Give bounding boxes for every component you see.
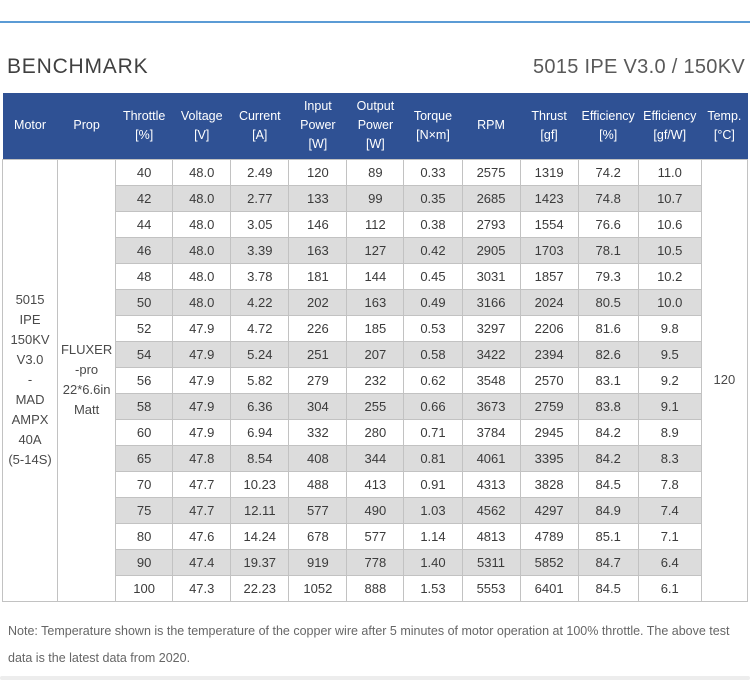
column-header: Motor [3, 93, 58, 159]
data-cell: 1857 [520, 263, 578, 289]
data-cell: 14.24 [231, 523, 289, 549]
data-cell: 6.94 [231, 419, 289, 445]
data-cell: 3031 [462, 263, 520, 289]
data-cell: 1319 [520, 159, 578, 185]
column-header: Efficiency [gf/W] [638, 93, 701, 159]
data-cell: 47.9 [173, 367, 231, 393]
data-cell: 1.40 [404, 549, 462, 575]
data-cell: 10.0 [638, 289, 701, 315]
data-cell: 48.0 [173, 211, 231, 237]
data-cell: 76.6 [578, 211, 638, 237]
data-cell: 9.8 [638, 315, 701, 341]
column-header: Prop [58, 93, 116, 159]
data-cell: 99 [347, 185, 404, 211]
data-cell: 19.37 [231, 549, 289, 575]
data-cell: 490 [347, 497, 404, 523]
data-cell: 9.5 [638, 341, 701, 367]
data-cell: 47.9 [173, 341, 231, 367]
data-cell: 84.9 [578, 497, 638, 523]
column-header: Output Power [W] [347, 93, 404, 159]
data-cell: 84.2 [578, 445, 638, 471]
data-cell: 2793 [462, 211, 520, 237]
data-cell: 75 [116, 497, 173, 523]
data-cell: 47.9 [173, 419, 231, 445]
data-cell: 778 [347, 549, 404, 575]
data-cell: 0.71 [404, 419, 462, 445]
data-cell: 79.3 [578, 263, 638, 289]
page-title: BENCHMARK [7, 55, 149, 78]
data-cell: 47.9 [173, 393, 231, 419]
data-cell: 2394 [520, 341, 578, 367]
data-cell: 163 [347, 289, 404, 315]
data-cell: 0.45 [404, 263, 462, 289]
data-cell: 74.2 [578, 159, 638, 185]
data-cell: 332 [289, 419, 347, 445]
data-cell: 52 [116, 315, 173, 341]
data-cell: 4297 [520, 497, 578, 523]
data-cell: 127 [347, 237, 404, 263]
column-header: RPM [462, 93, 520, 159]
data-cell: 3422 [462, 341, 520, 367]
data-cell: 133 [289, 185, 347, 211]
data-cell: 146 [289, 211, 347, 237]
data-cell: 255 [347, 393, 404, 419]
data-cell: 47.9 [173, 315, 231, 341]
data-cell: 185 [347, 315, 404, 341]
column-header: Throttle [%] [116, 93, 173, 159]
data-cell: 3828 [520, 471, 578, 497]
data-cell: 678 [289, 523, 347, 549]
data-cell: 2905 [462, 237, 520, 263]
column-header: Input Power [W] [289, 93, 347, 159]
data-cell: 0.58 [404, 341, 462, 367]
data-cell: 1.14 [404, 523, 462, 549]
data-cell: 202 [289, 289, 347, 315]
data-cell: 65 [116, 445, 173, 471]
data-cell: 82.6 [578, 341, 638, 367]
data-cell: 47.6 [173, 523, 231, 549]
data-cell: 4061 [462, 445, 520, 471]
data-cell: 3673 [462, 393, 520, 419]
data-cell: 80.5 [578, 289, 638, 315]
data-cell: 0.66 [404, 393, 462, 419]
footnote: Note: Temperature shown is the temperature of the copper wire after 5 minutes of motor operation at 100% throttle. The above test data is the latest data from 2020. [8, 624, 730, 665]
data-cell: 10.5 [638, 237, 701, 263]
data-cell: 84.7 [578, 549, 638, 575]
data-cell: 58 [116, 393, 173, 419]
data-cell: 48 [116, 263, 173, 289]
data-cell: 304 [289, 393, 347, 419]
data-cell: 12.11 [231, 497, 289, 523]
data-cell: 90 [116, 549, 173, 575]
data-cell: 0.49 [404, 289, 462, 315]
data-cell: 84.5 [578, 471, 638, 497]
data-cell: 5.82 [231, 367, 289, 393]
data-cell: 0.53 [404, 315, 462, 341]
data-cell: 6.36 [231, 393, 289, 419]
data-cell: 10.23 [231, 471, 289, 497]
data-cell: 48.0 [173, 237, 231, 263]
data-cell: 2945 [520, 419, 578, 445]
data-cell: 0.81 [404, 445, 462, 471]
data-cell: 120 [289, 159, 347, 185]
data-cell: 48.0 [173, 263, 231, 289]
data-cell: 2570 [520, 367, 578, 393]
data-cell: 3297 [462, 315, 520, 341]
data-cell: 46 [116, 237, 173, 263]
benchmark-table [2, 93, 748, 602]
data-cell: 10.7 [638, 185, 701, 211]
data-cell: 4813 [462, 523, 520, 549]
data-cell: 5553 [462, 575, 520, 601]
data-cell: 577 [289, 497, 347, 523]
data-cell: 5852 [520, 549, 578, 575]
data-cell: 0.35 [404, 185, 462, 211]
title-bar [0, 55, 750, 79]
column-header: Torque [N×m] [404, 93, 462, 159]
data-cell: 50 [116, 289, 173, 315]
data-cell: 7.4 [638, 497, 701, 523]
prop-cell: FLUXER -pro 22*6.6in Matt [58, 159, 116, 601]
data-cell: 2.49 [231, 159, 289, 185]
data-cell: 0.33 [404, 159, 462, 185]
data-cell: 84.5 [578, 575, 638, 601]
data-cell: 413 [347, 471, 404, 497]
data-cell: 488 [289, 471, 347, 497]
data-cell: 7.1 [638, 523, 701, 549]
data-cell: 6.4 [638, 549, 701, 575]
data-cell: 2.77 [231, 185, 289, 211]
data-cell: 10.2 [638, 263, 701, 289]
data-cell: 344 [347, 445, 404, 471]
table-header-row [3, 93, 748, 159]
data-cell: 48.0 [173, 185, 231, 211]
data-cell: 44 [116, 211, 173, 237]
data-cell: 577 [347, 523, 404, 549]
data-cell: 4562 [462, 497, 520, 523]
data-cell: 47.7 [173, 497, 231, 523]
column-header: Temp. [°C] [701, 93, 747, 159]
data-cell: 1703 [520, 237, 578, 263]
data-cell: 8.9 [638, 419, 701, 445]
data-cell: 9.2 [638, 367, 701, 393]
data-cell: 3.39 [231, 237, 289, 263]
data-cell: 83.1 [578, 367, 638, 393]
data-cell: 42 [116, 185, 173, 211]
data-cell: 1.03 [404, 497, 462, 523]
data-cell: 251 [289, 341, 347, 367]
top-divider [0, 21, 750, 23]
data-cell: 78.1 [578, 237, 638, 263]
data-cell: 1423 [520, 185, 578, 211]
data-cell: 279 [289, 367, 347, 393]
data-cell: 232 [347, 367, 404, 393]
data-cell: 3395 [520, 445, 578, 471]
data-cell: 60 [116, 419, 173, 445]
data-cell: 74.8 [578, 185, 638, 211]
data-cell: 2759 [520, 393, 578, 419]
data-cell: 4789 [520, 523, 578, 549]
data-cell: 2685 [462, 185, 520, 211]
data-cell: 4313 [462, 471, 520, 497]
data-cell: 85.1 [578, 523, 638, 549]
data-cell: 163 [289, 237, 347, 263]
data-cell: 2024 [520, 289, 578, 315]
data-cell: 0.42 [404, 237, 462, 263]
data-cell: 0.38 [404, 211, 462, 237]
data-cell: 56 [116, 367, 173, 393]
data-cell: 181 [289, 263, 347, 289]
data-cell: 47.3 [173, 575, 231, 601]
data-cell: 0.62 [404, 367, 462, 393]
data-cell: 226 [289, 315, 347, 341]
data-cell: 84.2 [578, 419, 638, 445]
data-cell: 1.53 [404, 575, 462, 601]
data-cell: 3784 [462, 419, 520, 445]
column-header: Current [A] [231, 93, 289, 159]
column-header: Thrust [gf] [520, 93, 578, 159]
data-cell: 48.0 [173, 289, 231, 315]
data-cell: 47.4 [173, 549, 231, 575]
bottom-divider [0, 676, 750, 680]
data-cell: 8.54 [231, 445, 289, 471]
data-cell: 280 [347, 419, 404, 445]
data-cell: 4.22 [231, 289, 289, 315]
data-cell: 8.3 [638, 445, 701, 471]
product-title: 5015 IPE V3.0 / 150KV [532, 56, 745, 78]
data-cell: 54 [116, 341, 173, 367]
data-cell: 83.8 [578, 393, 638, 419]
data-cell: 144 [347, 263, 404, 289]
motor-cell: 5015 IPE 150KV V3.0 - MAD AMPX 40A (5-14S) [3, 159, 58, 601]
data-cell: 112 [347, 211, 404, 237]
data-cell: 888 [347, 575, 404, 601]
data-cell: 919 [289, 549, 347, 575]
data-cell: 48.0 [173, 159, 231, 185]
data-cell: 40 [116, 159, 173, 185]
data-cell: 11.0 [638, 159, 701, 185]
data-cell: 6.1 [638, 575, 701, 601]
data-cell: 10.6 [638, 211, 701, 237]
data-cell: 3.05 [231, 211, 289, 237]
data-cell: 80 [116, 523, 173, 549]
data-cell: 5311 [462, 549, 520, 575]
data-cell: 2575 [462, 159, 520, 185]
data-cell: 6401 [520, 575, 578, 601]
data-cell: 207 [347, 341, 404, 367]
column-header: Efficiency [%] [578, 93, 638, 159]
data-cell: 408 [289, 445, 347, 471]
data-cell: 100 [116, 575, 173, 601]
data-cell: 2206 [520, 315, 578, 341]
data-cell: 47.7 [173, 471, 231, 497]
data-cell: 3548 [462, 367, 520, 393]
temp-cell: 120 [701, 159, 747, 601]
data-cell: 1052 [289, 575, 347, 601]
data-cell: 3166 [462, 289, 520, 315]
data-cell: 9.1 [638, 393, 701, 419]
data-cell: 5.24 [231, 341, 289, 367]
data-cell: 1554 [520, 211, 578, 237]
data-cell: 4.72 [231, 315, 289, 341]
data-cell: 7.8 [638, 471, 701, 497]
data-cell: 70 [116, 471, 173, 497]
data-cell: 0.91 [404, 471, 462, 497]
data-cell: 89 [347, 159, 404, 185]
data-cell: 22.23 [231, 575, 289, 601]
data-cell: 81.6 [578, 315, 638, 341]
column-header: Voltage [V] [173, 93, 231, 159]
data-cell: 3.78 [231, 263, 289, 289]
table-row [3, 159, 748, 185]
data-cell: 47.8 [173, 445, 231, 471]
